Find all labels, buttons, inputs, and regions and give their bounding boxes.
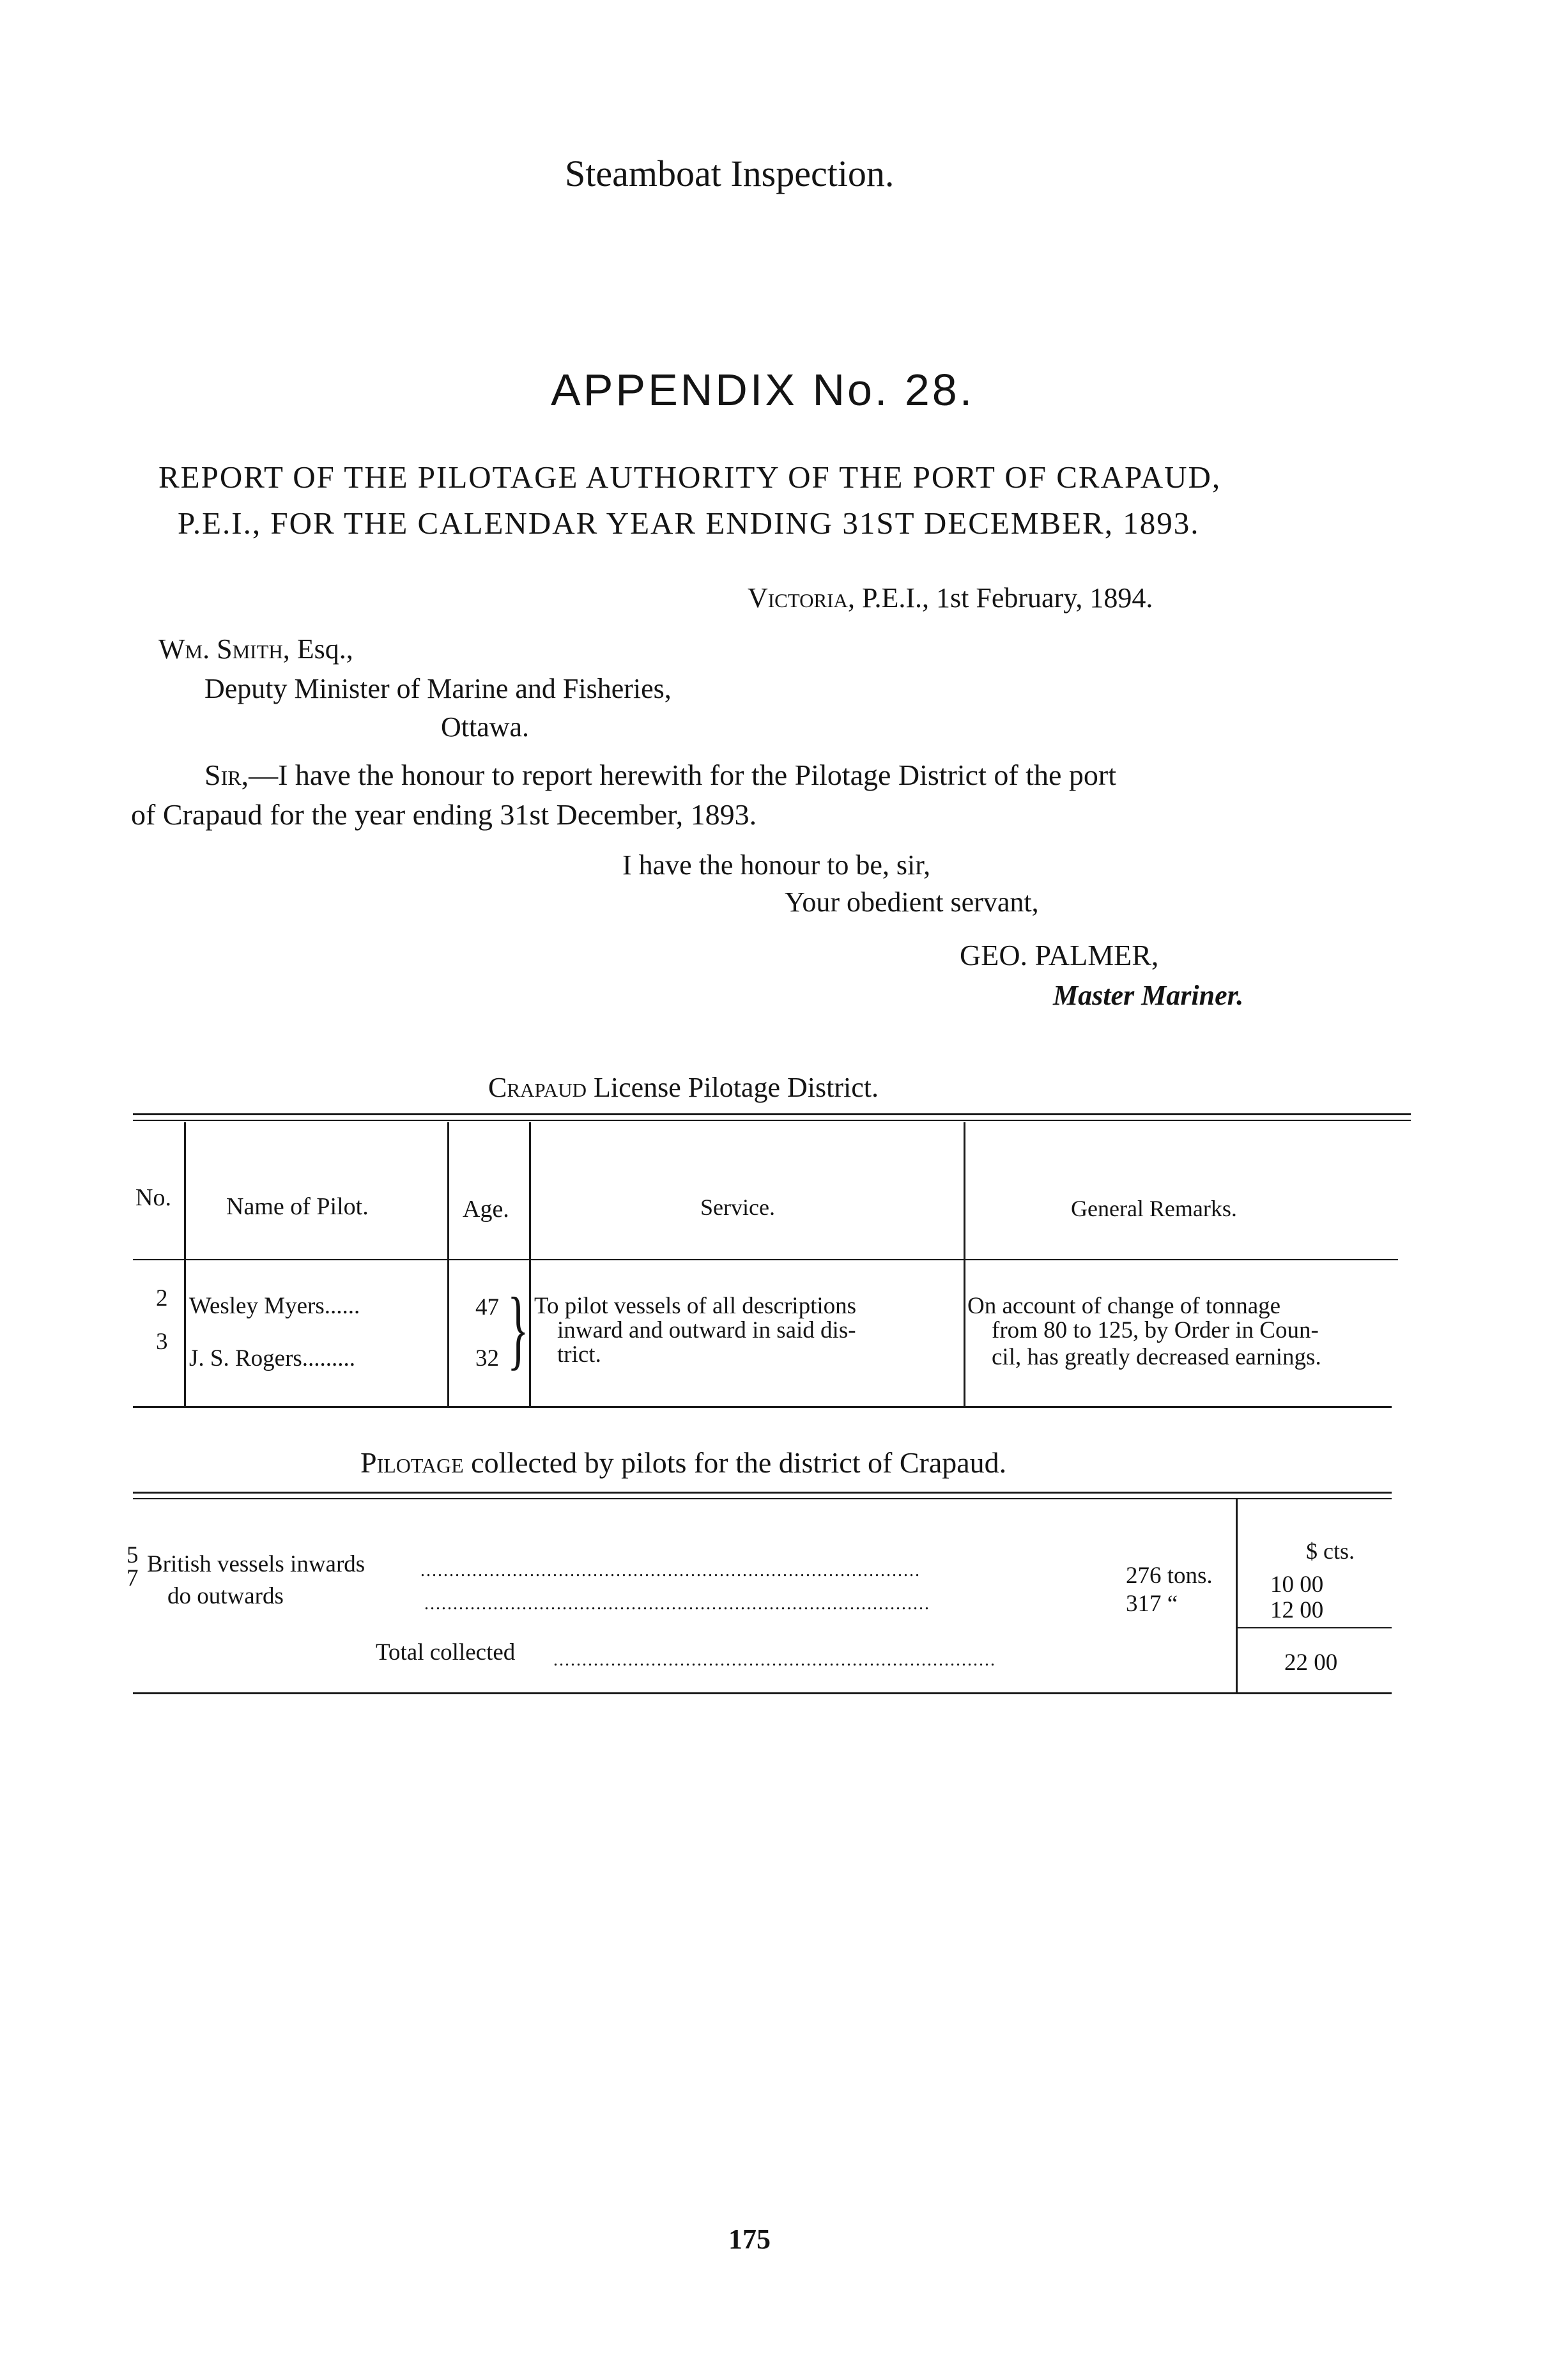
service-line3: trict. [557, 1341, 601, 1368]
district-header-bottom-rule [133, 1259, 1398, 1260]
dot-leader: ....................................................................................... [420, 1561, 921, 1580]
pilotage-title-sc: Pilotage [360, 1446, 464, 1479]
row-name: J. S. Rogers......... [189, 1345, 356, 1372]
district-table-top-rule-2 [133, 1120, 1411, 1121]
pilotage-amount-divider [1236, 1499, 1238, 1692]
row-no: 3 [156, 1329, 168, 1355]
district-col-divider-3 [529, 1122, 531, 1406]
letter-place-rest: , P.E.I., 1st February, 1894. [847, 582, 1153, 614]
remarks-line2: from 80 to 125, by Order in Coun- [992, 1317, 1319, 1343]
total-amount: 22 00 [1284, 1650, 1338, 1676]
vessel-amount: 10 00 [1270, 1572, 1324, 1598]
dot-leader: ........................................................................................ [424, 1594, 930, 1614]
pilotage-table-top-rule [133, 1492, 1392, 1494]
addressee-suffix: , Esq., [282, 633, 353, 665]
pilotage-table-top-rule-2 [133, 1498, 1392, 1499]
letter-date [748, 582, 1153, 614]
header-age: Age. [463, 1196, 509, 1223]
vessel-tons: 276 tons. [1126, 1563, 1213, 1589]
district-table-bottom-rule [133, 1406, 1392, 1408]
page-number: 175 [728, 2223, 771, 2255]
remarks-line1: On account of change of tonnage [967, 1293, 1281, 1319]
letter-body-text1: ,—I have the honour to report herewith for the Pilotage District of the port [241, 759, 1116, 791]
age-brace: } [507, 1279, 529, 1379]
pilotage-table-bottom-rule [133, 1692, 1392, 1694]
district-title-rest: License Pilotage District. [586, 1072, 879, 1103]
row-no: 2 [156, 1285, 168, 1311]
report-title-line1: REPORT OF THE PILOTAGE AUTHORITY OF THE PORT OF CRAPAUD, [158, 460, 1222, 495]
appendix-title: APPENDIX No. 28. [551, 365, 975, 415]
closing-line1: I have the honour to be, sir, [622, 849, 931, 881]
addressee-title: Deputy Minister of Marine and Fisheries, [204, 673, 672, 704]
closing-line2: Your obedient servant, [785, 886, 1039, 918]
header-no: No. [135, 1184, 171, 1211]
remarks-line3: cil, has greatly decreased earnings. [992, 1344, 1321, 1370]
letter-body-line1 [204, 758, 1116, 792]
header-service: Service. [700, 1194, 775, 1220]
district-col-divider-1 [184, 1122, 186, 1406]
signature-title: Master Mariner. [1053, 980, 1244, 1011]
vessel-tons: 317 “ [1126, 1591, 1178, 1617]
addressee-name: Wm. Smith [158, 633, 283, 665]
pilotage-title-rest: collected by pilots for the district of Crapaud. [463, 1446, 1007, 1479]
row-age: 47 [475, 1294, 499, 1320]
district-col-divider-4 [964, 1122, 965, 1406]
pilotage-subtotal-rule [1237, 1627, 1392, 1628]
salutation: Sir [204, 759, 242, 791]
signature: GEO. PALMER, [960, 939, 1159, 971]
total-dot-leader: ............................................................................. [553, 1650, 996, 1670]
header-remarks: General Remarks. [1071, 1196, 1237, 1221]
vessel-count: 5 [127, 1542, 139, 1568]
district-col-divider-2 [447, 1122, 449, 1406]
running-head: Steamboat Inspection. [565, 153, 895, 194]
row-name: Wesley Myers...... [189, 1293, 360, 1319]
district-table-title [488, 1071, 879, 1104]
district-title-sc: Crapaud [488, 1072, 587, 1103]
letter-place: Victoria [748, 582, 848, 614]
service-line2: inward and outward in said dis- [557, 1317, 856, 1343]
letter-body-line2: of Crapaud for the year ending 31st December, 1893. [131, 798, 757, 831]
vessel-count: 7 [127, 1565, 139, 1591]
service-line1: To pilot vessels of all descriptions [534, 1293, 857, 1319]
total-label: Total collected [376, 1639, 516, 1665]
vessel-label: British vessels inwards [147, 1551, 365, 1577]
pilotage-table-title [360, 1446, 1006, 1480]
report-title-line2: P.E.I., FOR THE CALENDAR YEAR ENDING 31ST DECEMBER, 1893. [178, 506, 1200, 541]
row-age: 32 [475, 1345, 499, 1372]
district-table-top-rule [133, 1113, 1411, 1115]
currency-header: $ cts. [1306, 1538, 1355, 1564]
header-name: Name of Pilot. [226, 1193, 369, 1220]
addressee-name-line [158, 633, 353, 665]
vessel-label: do outwards [167, 1583, 284, 1609]
vessel-amount: 12 00 [1270, 1597, 1324, 1623]
addressee-city: Ottawa. [441, 711, 530, 743]
